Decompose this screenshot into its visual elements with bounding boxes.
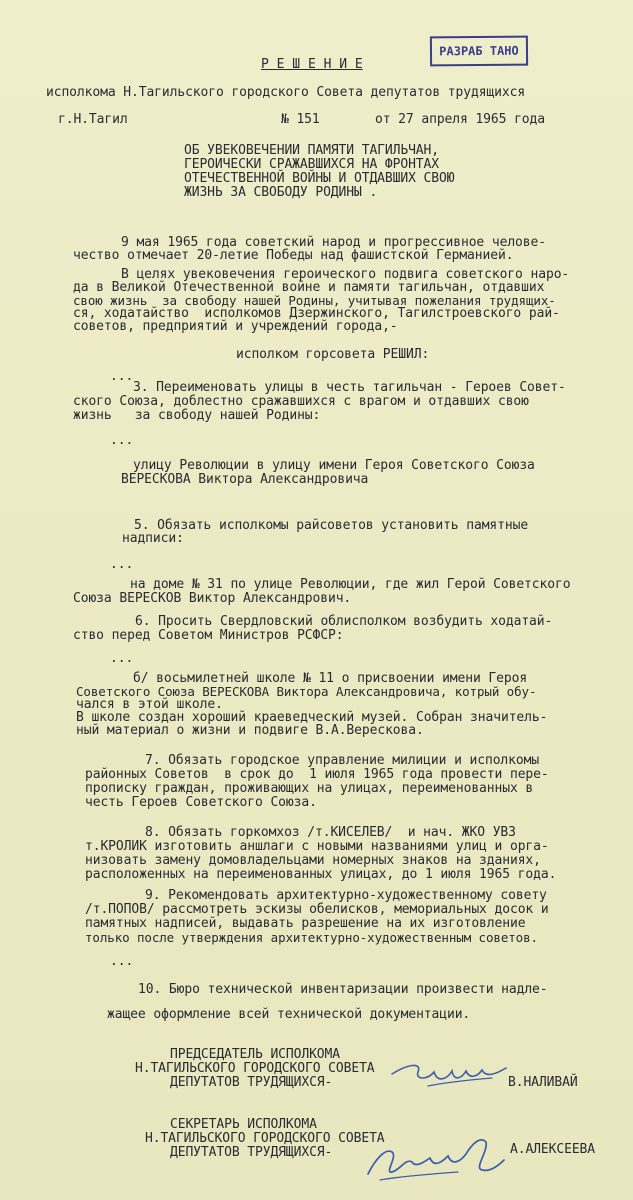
text-line: улицу Революции в улицу имени Героя Советского Союза	[133, 458, 535, 473]
text-line: 7. Обязать городское управление милиции и исполкомы	[145, 753, 540, 768]
text-line: В школе создан хороший краеведческий музей. Собран значитель-	[76, 710, 548, 725]
text-line: 6. Просить Свердловский облисполком возбудить ходатай-	[135, 614, 553, 629]
text-line: жизнь за свободу нашей Родины:	[73, 408, 321, 423]
text-line: советов, предприятий и учреждений города,-	[73, 319, 398, 334]
heading-line: ОБ УВЕКОВЕЧЕНИИ ПАМЯТИ ТАГИЛЬЧАН,	[184, 143, 439, 158]
text-line: СЕКРЕТАРЬ ИСПОЛКОМА	[170, 1117, 317, 1132]
text-line: районных Советов в срок до 1 июля 1965 года провести пере-	[85, 767, 549, 782]
document-subtitle: исполкома Н.Тагильского городского Совета депутатов трудящихся	[46, 85, 526, 100]
text-line: свою жизнь за свободу нашей Родины, учитывая пожелания трудящих-	[73, 293, 556, 308]
document-title: Р Е Ш Е Н И Е	[261, 57, 363, 72]
text-line: Советского Союза ВЕРЕСКОВА Виктора Александровича, котрый обу-	[76, 684, 537, 699]
text-line: на доме № 31 по улице Революции, где жил Герой Советского	[130, 577, 571, 592]
heading-line: ОТЕЧЕСТВЕННОЙ ВОЙНЫ И ОТДАВШИХ СВОЮ	[184, 171, 455, 186]
text-line: ся, ходатайство исполкомов Дзержинского, Тагилстроевского рай-	[73, 306, 560, 321]
text-line: памятных надписей, выдавать разрешение на их изготовление	[85, 916, 526, 931]
text-line: Союза ВЕРЕСКОВ Виктор Александрович.	[73, 591, 352, 606]
text-line: В целях увековечения героического подвига советского наро-	[121, 267, 570, 282]
text-line: 10. Бюро технической инвентаризации произвести надле-	[138, 982, 548, 997]
text-line: честь Героев Советского Союза.	[85, 795, 317, 810]
city-label: г.Н.Тагил	[58, 112, 128, 127]
text-line: расположенных на переименованных улицах, до 1 июля 1965 года.	[85, 867, 557, 882]
text-line: /т.ПОПОВ/ рассмотреть эскизы обелисков, мемориальных досок и	[85, 902, 549, 917]
text-line: 9 мая 1965 года советский народ и прогрессивное челове-	[121, 235, 546, 250]
heading-line: ЖИЗНЬ ЗА СВОБОДУ РОДИНЫ .	[184, 185, 378, 200]
text-line: надписи:	[122, 531, 184, 546]
text-line: ПРЕДСЕДАТЕЛЬ ИСПОЛКОМА	[170, 1047, 340, 1062]
omission-ellipsis: ...	[110, 557, 134, 572]
text-line: т.КРОЛИК изготовить аншлаги с новыми названиями улиц и орга-	[85, 839, 549, 854]
text-line: Н.ТАГИЛЬСКОГО ГОРОДСКОГО СОВЕТА	[135, 1061, 375, 1076]
omission-ellipsis: ...	[110, 954, 134, 969]
secretary-signature-icon	[362, 1128, 508, 1186]
text-line: да в Великой Отечественной войне и памяти тагильчан, отдавших	[73, 280, 545, 295]
text-line: Н.ТАГИЛЬСКОГО ГОРОДСКОГО СОВЕТА	[145, 1131, 385, 1146]
text-line: низовать замену домовладельцами номерных знаков на зданиях,	[85, 853, 541, 868]
chairman-name: В.НАЛИВАЙ	[508, 1075, 578, 1090]
text-line: б/ восьмилетней школе № 11 о присвоении имени Героя	[133, 671, 528, 686]
text-line: жащее оформление всей технической документации.	[107, 1007, 471, 1022]
text-line: ный материал о жизни и подвиге В.А.Верескова.	[76, 723, 424, 738]
heading-line: ГЕРОИЧЕСКИ СРАЖАВШИХСЯ НА ФРОНТАХ	[184, 157, 439, 172]
text-line: ДЕПУТАТОВ ТРУДЯЩИХСЯ-	[170, 1145, 333, 1160]
text-line: 5. Обязать исполкомы райсоветов установить памятные	[134, 518, 529, 533]
omission-ellipsis: ...	[110, 651, 134, 666]
resolution-heading: исполком горсовета РЕШИЛ:	[236, 347, 430, 362]
text-line: только после утверждения архитектурно-художественным советов.	[85, 930, 538, 945]
text-line: ДЕПУТАТОВ ТРУДЯЩИХСЯ-	[170, 1075, 333, 1090]
secretary-name: А.АЛЕКСЕЕВА	[510, 1142, 595, 1157]
text-line: 9. Рекомендовать архитектурно-художественному совету	[145, 888, 547, 903]
omission-ellipsis: ...	[110, 433, 134, 448]
decision-date: от 27 апреля 1965 года	[375, 112, 545, 127]
chairman-signature-icon	[388, 1058, 510, 1094]
decision-number: № 151	[281, 112, 320, 127]
omission-ellipsis: ...	[110, 369, 134, 384]
text-line: ВЕРЕСКОВА Виктора Александровича	[121, 472, 369, 487]
text-line: ского Союза, доблестно сражавшихся с врагом и отдавших свою	[73, 394, 529, 409]
text-line: 3. Переименовать улицы в честь тагильчан - Героев Совет-	[133, 380, 566, 395]
text-line: 8. Обязать горкомхоз /т.КИСЕЛЕВ/ и нач. ЖКО УВЗ	[145, 825, 516, 840]
classification-stamp: РАЗРАБ ТАНО	[430, 36, 528, 67]
text-line: прописку граждан, проживающих на улицах, переименованных в	[85, 781, 534, 796]
text-line: чество отмечает 20-летие Победы над фашистской Германией.	[73, 248, 514, 263]
text-line: ство перед Советом Министров РСФСР:	[73, 628, 344, 643]
text-line: чался в этой школе.	[76, 697, 223, 712]
